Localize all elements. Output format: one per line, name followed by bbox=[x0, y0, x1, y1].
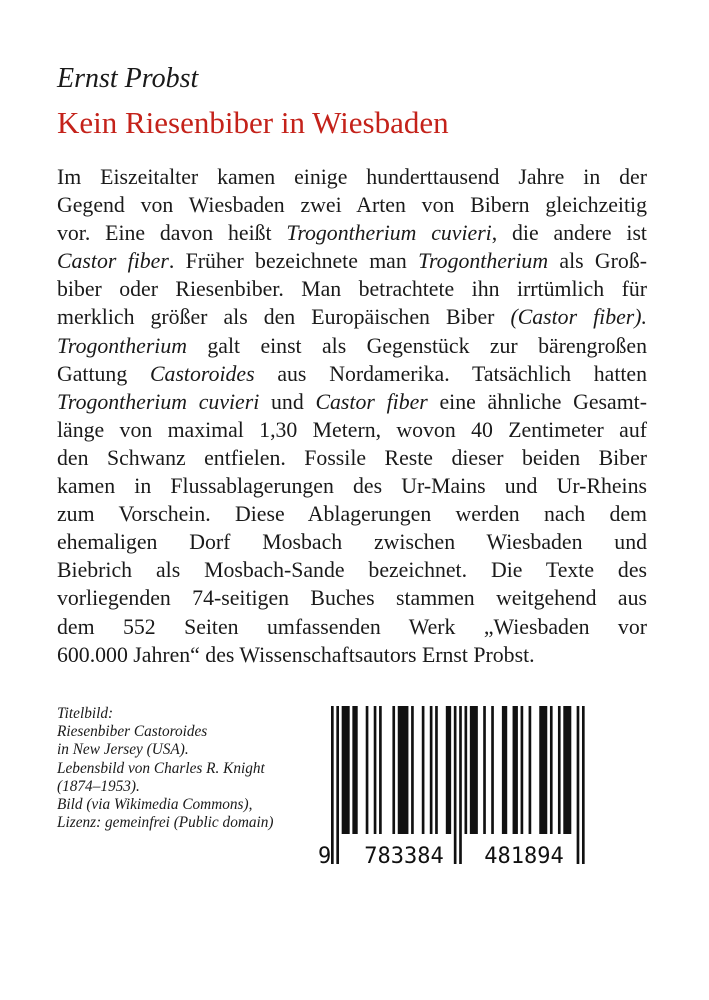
barcode-bar bbox=[374, 706, 377, 834]
blurb-line bbox=[57, 247, 647, 275]
blurb-line bbox=[57, 360, 647, 388]
barcode-left-group: 783384 bbox=[364, 844, 444, 866]
barcode-bar bbox=[521, 706, 524, 834]
blurb-line bbox=[57, 163, 647, 191]
barcode-bar bbox=[470, 706, 478, 834]
italic-term: Trogontherium cuvieri bbox=[286, 221, 492, 246]
barcode-guard-bar bbox=[454, 706, 457, 864]
barcode-bar bbox=[550, 706, 553, 834]
barcode-bar bbox=[465, 706, 468, 834]
blurb-line bbox=[57, 219, 647, 247]
italic-term: Castoroides bbox=[150, 361, 255, 386]
barcode-bar bbox=[352, 706, 357, 834]
barcode-bar bbox=[491, 706, 494, 834]
barcode-guard-bar bbox=[459, 706, 462, 864]
text-run: , die andere ist bbox=[491, 221, 647, 246]
barcode-bar bbox=[366, 706, 369, 834]
barcode-bar bbox=[379, 706, 382, 834]
barcode-bar bbox=[513, 706, 518, 834]
text-run: zum Vorschein. Diese Ablagerungen werden nach dem bbox=[57, 502, 647, 527]
barcode-leading-digit: 9 bbox=[318, 844, 332, 866]
text-run: kamen in Flussablagerungen des Ur-Mains und Ur-Rheins bbox=[57, 474, 647, 499]
barcode-bar bbox=[342, 706, 350, 834]
barcode-right-group: 481894 bbox=[484, 844, 564, 866]
blurb-line bbox=[57, 332, 647, 360]
text-run: als Groß- bbox=[548, 249, 647, 274]
blurb-line bbox=[57, 613, 647, 641]
blurb-line bbox=[57, 556, 647, 584]
text-run: biber oder Riesenbiber. Man betrachtete ihn irrtümlich für bbox=[57, 277, 647, 302]
text-run: den Schwanz entfielen. Fossile Reste dieser beiden Biber bbox=[57, 445, 647, 470]
blurb-line bbox=[57, 472, 647, 500]
text-run: galt einst als Gegenstück zur bärengroßen bbox=[187, 333, 647, 358]
caption-line: (1874–1953). bbox=[57, 777, 140, 795]
blurb-line bbox=[57, 641, 647, 669]
text-run: länge von maximal 1,30 Metern, wovon 40 Zentimeter auf bbox=[57, 417, 647, 442]
blurb-line bbox=[57, 444, 647, 472]
text-run: und bbox=[259, 389, 316, 414]
text-run: Im Eiszeitalter kamen einige hunderttausend Jahre in der bbox=[57, 165, 647, 189]
barcode-guard-bar bbox=[582, 706, 585, 864]
blurb-line bbox=[57, 528, 647, 556]
caption-line: Riesenbiber Castoroides bbox=[57, 723, 208, 741]
italic-term: Trogontherium bbox=[418, 249, 549, 274]
barcode-bar bbox=[558, 706, 561, 834]
barcode-bar bbox=[529, 706, 532, 834]
author-name: Ernst Probst bbox=[57, 63, 199, 94]
text-run: aus Nordamerika. Tatsächlich hatten bbox=[254, 361, 648, 386]
caption-line: Titelbild: bbox=[57, 705, 114, 722]
caption-line: in New Jersey (USA). bbox=[57, 741, 189, 759]
barcode-bar bbox=[398, 706, 409, 834]
blurb-line bbox=[57, 388, 647, 416]
italic-term: Castor fiber bbox=[57, 249, 169, 274]
book-title: Kein Riesenbiber in Wiesbaden bbox=[57, 105, 449, 140]
blurb-line bbox=[57, 191, 647, 219]
text-run: vorliegenden 74-seitigen Buches stammen weitgehend aus bbox=[57, 586, 647, 611]
isbn-barcode bbox=[316, 704, 592, 866]
blurb-line bbox=[57, 584, 647, 612]
text-run: eine ähnliche Gesamt- bbox=[427, 389, 647, 414]
text-run: 600.000 Jahren“ des Wissenschaftsautors Ernst Probst. bbox=[57, 642, 535, 667]
blurb-line bbox=[57, 275, 647, 303]
cover-image-credit bbox=[57, 705, 274, 832]
barcode-bar bbox=[411, 706, 414, 834]
barcode-bar bbox=[483, 706, 486, 834]
italic-term: Trogontherium bbox=[57, 333, 187, 358]
blurb-text bbox=[57, 163, 647, 669]
italic-term: Trogontherium cuvieri bbox=[57, 389, 260, 414]
italic-term: Castor fiber bbox=[315, 389, 428, 414]
barcode-bar bbox=[446, 706, 451, 834]
barcode-graphic bbox=[316, 704, 592, 866]
barcode-bar bbox=[435, 706, 438, 834]
barcode-guard-bar bbox=[577, 706, 580, 864]
barcode-bar bbox=[502, 706, 507, 834]
barcode-bar bbox=[422, 706, 425, 834]
text-run: Gattung bbox=[57, 361, 151, 386]
blurb-line bbox=[57, 500, 647, 528]
barcode-bar bbox=[539, 706, 547, 834]
text-run: Biebrich als Mosbach-Sande bezeichnet. Die Texte des bbox=[57, 558, 647, 583]
caption-line: Lizenz: gemeinfrei (Public domain) bbox=[57, 814, 274, 832]
blurb-line bbox=[57, 416, 647, 444]
italic-term: (Castor fiber). bbox=[510, 305, 647, 330]
barcode-bar bbox=[563, 706, 571, 834]
caption-line: Bild (via Wikimedia Commons), bbox=[57, 796, 253, 814]
text-run: Gegend von Wiesbaden zwei Arten von Bibern gleichzeitig bbox=[57, 193, 647, 218]
barcode-bar bbox=[430, 706, 433, 834]
barcode-guard-bar bbox=[331, 706, 334, 864]
barcode-bar bbox=[392, 706, 395, 834]
text-run: dem 552 Seiten umfassenden Werk „Wiesbaden vor bbox=[57, 614, 647, 639]
text-run: . Früher bezeichnete man bbox=[168, 249, 419, 274]
caption-line: Lebensbild von Charles R. Knight bbox=[57, 759, 265, 777]
text-run: vor. Eine davon heißt bbox=[57, 221, 287, 246]
blurb-line bbox=[57, 303, 647, 331]
text-run: merklich größer als den Europäischen Biber bbox=[57, 305, 511, 330]
barcode-guard-bar bbox=[336, 706, 339, 864]
text-run: ehemaligen Dorf Mosbach zwischen Wiesbaden und bbox=[57, 530, 647, 555]
